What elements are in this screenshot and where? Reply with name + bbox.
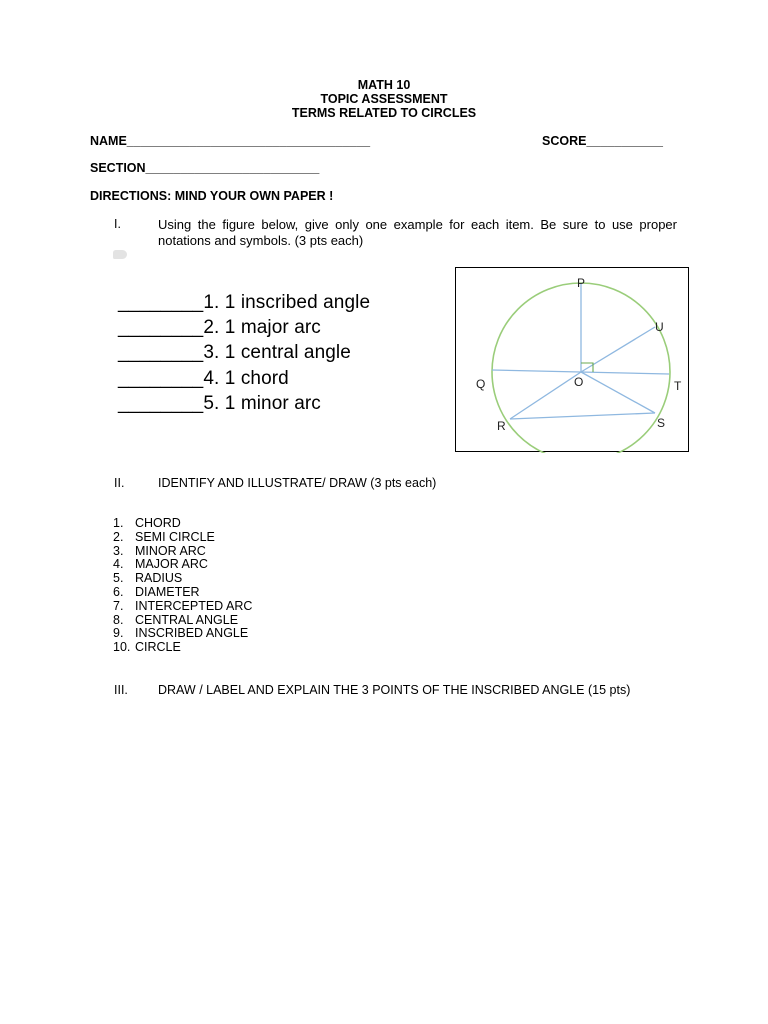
- list-item: [113, 600, 252, 614]
- doc-title-type: TOPIC ASSESSMENT: [320, 92, 448, 106]
- point-label-p: P: [577, 276, 586, 290]
- part1-instruction: Using the figure below, give only one example for each item. Be sure to use proper notations and symbols. (3 pts each): [158, 217, 677, 248]
- part2-instruction: IDENTIFY AND ILLUSTRATE/ DRAW (3 pts each): [158, 476, 437, 490]
- item-number: 8.: [113, 612, 124, 627]
- list-item: [113, 545, 252, 559]
- doc-title-subject: MATH 10: [357, 78, 411, 92]
- list-item: [113, 572, 252, 586]
- doc-title-topic: TERMS RELATED TO CIRCLES: [291, 106, 477, 120]
- list-item: [113, 531, 252, 545]
- part1-numeral: I.: [114, 217, 121, 231]
- item-text: SEMI CIRCLE: [135, 529, 215, 544]
- score-field[interactable]: SCORE___________: [542, 134, 663, 148]
- item-number: 7.: [113, 598, 124, 613]
- item-text: CIRCLE: [135, 640, 181, 655]
- item-text: MINOR ARC: [135, 543, 206, 558]
- point-label-q: Q: [476, 377, 486, 391]
- segment-os: [581, 372, 655, 413]
- item-number: 3.: [113, 543, 124, 558]
- item-text: CENTRAL ANGLE: [135, 612, 239, 627]
- point-label-o: O: [574, 375, 584, 389]
- part2-list: [113, 517, 252, 655]
- answer-blank: ________: [118, 317, 204, 338]
- point-label-r: R: [497, 419, 506, 433]
- directions-text: DIRECTIONS: MIND YOUR OWN PAPER !: [90, 189, 334, 203]
- answer-blank: ________: [118, 342, 204, 363]
- answer-blank: ________: [118, 393, 204, 414]
- list-item: [113, 586, 252, 600]
- answer-blank: ________: [118, 292, 204, 313]
- item-number: 5.: [113, 571, 124, 586]
- item-number: 10.: [113, 640, 131, 655]
- part2-numeral: II.: [114, 476, 125, 490]
- part3-instruction: DRAW / LABEL AND EXPLAIN THE 3 POINTS OF THE INSCRIBED ANGLE (15 pts): [158, 683, 631, 697]
- list-item: [113, 558, 252, 572]
- point-label-u: U: [655, 320, 664, 334]
- item-number: 4.: [113, 557, 124, 572]
- item-number: 2.: [113, 529, 124, 544]
- list-item: [113, 627, 252, 641]
- item-text: RADIUS: [135, 571, 183, 586]
- part1-item[interactable]: [118, 342, 351, 364]
- radius-ou: [581, 327, 655, 372]
- list-item: [113, 517, 252, 531]
- point-label-s: S: [657, 416, 666, 430]
- part1-item[interactable]: [118, 368, 289, 390]
- item-text: INTERCEPTED ARC: [135, 598, 253, 613]
- item-text: CHORD: [135, 516, 181, 530]
- list-item: [113, 614, 252, 628]
- answer-blank: ________: [118, 368, 204, 389]
- section-field[interactable]: SECTION_________________________: [90, 161, 320, 175]
- chord-rs: [510, 413, 655, 419]
- item-label: 1. 1 inscribed angle: [203, 292, 371, 313]
- circle-diagram: [456, 268, 690, 453]
- point-label-t: T: [674, 379, 682, 393]
- item-label: 2. 1 major arc: [203, 317, 321, 338]
- part1-item[interactable]: [118, 317, 321, 339]
- segment-or: [510, 372, 584, 419]
- list-item: [113, 641, 252, 655]
- item-number: 1.: [113, 516, 124, 530]
- part1-item[interactable]: [118, 393, 321, 415]
- part1-item[interactable]: [118, 292, 370, 314]
- circle-figure: [455, 267, 689, 452]
- item-label: 4. 1 chord: [203, 368, 289, 389]
- name-field[interactable]: NAME___________________________________: [90, 134, 371, 148]
- item-text: DIAMETER: [135, 584, 200, 599]
- item-label: 5. 1 minor arc: [203, 393, 321, 414]
- item-label: 3. 1 central angle: [203, 342, 351, 363]
- item-number: 6.: [113, 584, 124, 599]
- part3-numeral: III.: [114, 683, 128, 697]
- item-number: 9.: [113, 626, 124, 641]
- scan-smudge: [113, 250, 127, 259]
- item-text: INSCRIBED ANGLE: [135, 626, 249, 641]
- item-text: MAJOR ARC: [135, 557, 208, 572]
